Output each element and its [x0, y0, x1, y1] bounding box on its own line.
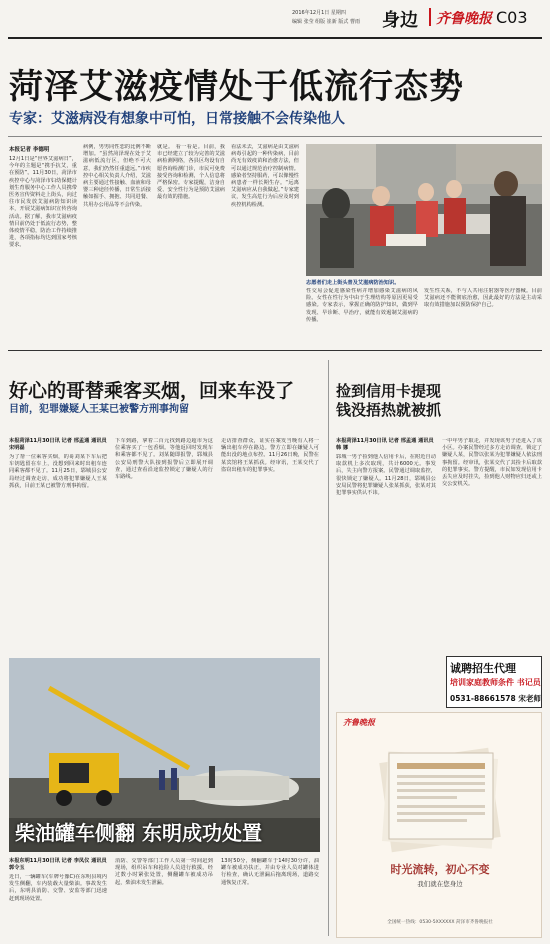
lead-col-1: 12月1日是“世界艾滋病日”，今年的主题是“携手抗艾，重在预防”。11月30日，菏泽市疾控中心与菏泽市妇幼保健计划生育服务中心工作人员携带医务宣传资料走上街头，向过往市民发放艾滋病防知识读本，开展艾滋病知识宣传咨询活动。据了解，我市艾滋病疫情目前仍处于低流行态势，整体疫情平稳，防治工作持续推进，各项指标均达到国家考核要求。 [9, 156, 77, 249]
newspaper-stack-illustration [375, 735, 505, 855]
promo-footer: 全国统一热线：0530-5XXXXXX 菏泽市齐鲁晚报社 [387, 920, 493, 925]
promo-text: 我们就在您身边 [417, 880, 463, 888]
volunteers-photo-image [306, 144, 542, 276]
section-title: 身边 [382, 10, 418, 31]
recruit-ad-sub: 培训家庭教师条件 书记员 [450, 678, 541, 687]
recruit-ad-phone: 0531-88661578 宋老师 [450, 694, 541, 703]
separator-bar [429, 8, 431, 26]
story2-headline: 好心的哥替乘客买烟，回来车没了 [9, 380, 295, 402]
story2-subhead: 目前，犯罪嫌疑人王某已被警方刑事拘留 [9, 404, 189, 415]
story2-byline: 本报菏泽11月30日讯 记者 邢孟通 通讯员 宋明磊 [9, 438, 107, 452]
promo-slogan: 时光流转，初心不变 [390, 863, 490, 876]
date-line: 2016年12月1日 星期四 [292, 10, 346, 16]
story4-col-1: 郓城一男子捡到他人信用卡后，在附近自动取款机上多次取现，共计6000元。事发后，失主向警方报案。民警通过调取监控，很快锁定了嫌疑人。11月28日，郓城县公安局民警将犯罪嫌疑人张某抓获，张某对其犯罪事实供认不讳。 [336, 454, 436, 497]
story3-col-2: 消防、交警等部门工作人员第一时间赶到现场，组织吊车和抢险人员进行救援。经过数小时紧张处置，侧翻罐车被成功吊起，柴油未发生泄漏。 [115, 858, 213, 886]
lead-subhead: 专家：艾滋病没有想象中可怕，日常接触不会传染他人 [9, 111, 345, 127]
story4-headline: 捡到信用卡提现 钱没捂热就被抓 [336, 382, 442, 419]
story3-byline: 本报东明11月30日讯 记者 李凤仪 通讯员 郭令玉 [9, 858, 107, 872]
lead-col-6: 发生性关系，不与人共用注射器等医疗器械。目前艾滋病还不能彻底治愈，因此最好的方法是主动采取有效措施加以预防保护自己。 [424, 288, 542, 309]
story4-byline: 本报菏泽11月30日讯 记者 邢孟通 通讯员 韩 娜 [336, 438, 434, 452]
lead-rule [8, 136, 542, 137]
editors-line: 编辑 张莹 组版 崔新 版式 曹雨 [292, 19, 360, 25]
lead-photo [306, 144, 542, 276]
promo-logo: 齐鲁晚报 [343, 717, 375, 727]
story2-col-1: 为了帮一位乘客买烟，的哥刘某下车后把车钥匙留在车上，没想到回来时出租车连同乘客都不见了。11月25日，郓城县公安局经过调查走访，成功将犯罪嫌疑人王某抓获，目前王某已被警方刑事拘留。 [9, 454, 107, 489]
recruit-ad-title: 诚聘招生代理 [450, 662, 516, 675]
lead-photo-caption: 志愿者们走上街头普及艾滋病防治知识。 [306, 280, 400, 286]
page-number: C03 [496, 8, 528, 27]
lead-col-5: 性交易会促进感染性病并增加感染艾滋病的风险。女性在性行为中由于生理结构等原因更易受感染。专家表示，掌握正确的防护知识，做到早发现、早诊断、早治疗，就能有效遏制艾滋病的传播。 [306, 288, 418, 323]
story3-col-1: 近日，一辆罐车(车牌号豫C)在东明县境内发生侧翻，车内装载大量柴油。事故发生后，东明县消防、交警、安监等部门迅速赶到现场处置。 [9, 874, 107, 902]
lead-byline: 本报记者 李德明 [9, 147, 50, 153]
lead-col-4: 看法未去，艾滋病是由艾滋病病毒引起的一种传染病，目前尚无有效疫苗和治愈方法，但可以通过规范治疗控制病情。感染者坚持服药，可以像慢性病患者一样长期生存。“远离艾滋病应从自我做起。”专家建议，发生高危行为后应及时到疾控机构检测。 [231, 144, 299, 208]
masthead [0, 0, 550, 38]
section-rule-1 [8, 350, 542, 351]
story2-col-2: 下车到路，拿着二百元找到路边超市为这位乘客买了一包香烟。等他返回时发现车和乘客都不见了。刘某随即报警，郓城县公安局刑警大队接到报警后立即展开调查，通过查看沿途监控锁定了嫌疑人的行车路线。 [115, 438, 213, 481]
recruit-ad [446, 656, 542, 708]
column-divider [328, 360, 329, 936]
lead-headline: 菏泽艾滋疫情处于低流行态势 [9, 67, 464, 107]
story2-col-3: 走访排查群众，证实在案发当晚有人将一辆出租车停在路边。警方立即在嫌疑人可能出没的地点布控。11月26日晚，民警在某宾馆将王某抓获。经审讯，王某交代了盗窃出租车的犯罪事实。 [221, 438, 319, 473]
story3-headline: 柴油罐车侧翻 东明成功处置 [15, 821, 262, 845]
story3-photo [9, 658, 320, 852]
paper-logo: 齐鲁晚报 [436, 11, 492, 27]
story4-col-2: 一中年男子取走，并发现该男子还进入了该小区。办案民警经过多方走访调查，锁定了嫌疑人某，民警以张某为犯罪嫌疑人依法刑事拘留。经审讯，张某交代了其捡卡后取款的犯罪事实。警方提醒，市民如发现信用卡丢失应及时挂失，捡到他人财物应归还或上交公安机关。 [442, 438, 542, 488]
lead-col-3: 就是。 看一看是。目前，我市已经建立了较为完善的艾滋病检测网络，各县区均设有自愿咨询检测门诊，市民可免费接受咨询和检测，个人信息将严格保密。专家提醒，洁身自爱、安全性行为是预防艾滋病最有效的措施。 [157, 144, 225, 201]
lead-col-2: 病例，男男同性恋的比例不断增加。“虽然菏泽现在处于艾滋病低流行区，但绝不可大意，我们仍然任重道远。”市疾控中心相关负责人介绍，艾滋病主要通过性接触、血液和母婴三种途径传播，日常生活接触如握手、拥抱、共同进餐、共用办公用品等不会传染。 [83, 144, 151, 208]
story3-col-3: 13时50分，侧翻罐车于14时30分许，油罐车被成功扶正，并由专业人员对罐体进行检查，确认无泄漏后拖离现场，道路交通恢复正常。 [221, 858, 319, 886]
promo-ad [336, 712, 542, 938]
masthead-rule [8, 37, 542, 39]
